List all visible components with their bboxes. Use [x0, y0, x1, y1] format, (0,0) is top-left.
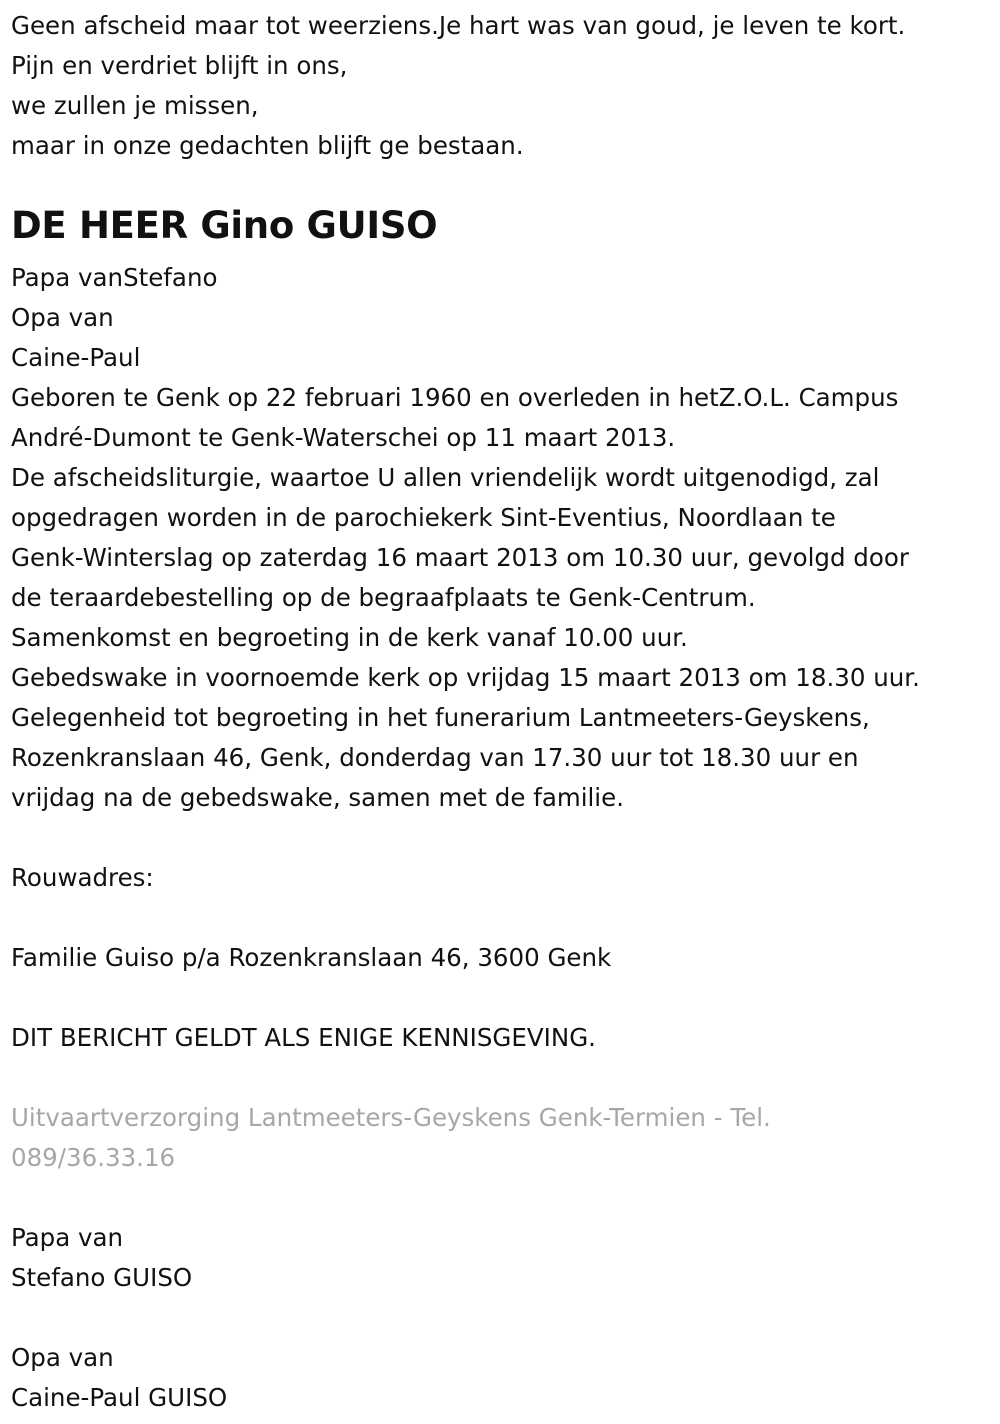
body-line: opgedragen worden in de parochiekerk Sint-Eventius, Noordlaan te: [11, 503, 836, 532]
memorial-verse: [11, 6, 991, 166]
relation-block: [11, 1338, 991, 1418]
body-line: Papa vanStefano: [11, 263, 218, 292]
mourning-address: Familie Guiso p/a Rozenkranslaan 46, 3600 Genk: [11, 943, 612, 972]
verse-line: maar in onze gedachten blijft ge bestaan.: [11, 131, 524, 160]
relation-block: [11, 1218, 991, 1298]
body-line: Gebedswake in voornoemde kerk op vrijdag 15 maart 2013 om 18.30 uur.: [11, 663, 920, 692]
spacer: [11, 978, 991, 1018]
deceased-name-heading: DE HEER Gino GUISO: [11, 204, 438, 247]
relation-label: Opa van: [11, 1343, 114, 1372]
verse-line: Pijn en verdriet blijft in ons,: [11, 51, 348, 80]
body-line: De afscheidsliturgie, waartoe U allen vriendelijk wordt uitgenodigd, zal: [11, 463, 880, 492]
body-line: Samenkomst en begroeting in de kerk vanaf 10.00 uur.: [11, 623, 688, 652]
spacer: [11, 898, 991, 938]
body-line: vrijdag na de gebedswake, samen met de familie.: [11, 783, 624, 812]
body-line: Rozenkranslaan 46, Genk, donderdag van 17.30 uur tot 18.30 uur en: [11, 743, 859, 772]
relation-name: Stefano GUISO: [11, 1263, 193, 1292]
body-line: Geboren te Genk op 22 februari 1960 en overleden in hetZ.O.L. Campus: [11, 383, 899, 412]
notice-statement: DIT BERICHT GELDT ALS ENIGE KENNISGEVING.: [11, 1023, 596, 1052]
obituary-notice: [11, 6, 991, 1418]
spacer: [11, 818, 991, 858]
rouwadres-label: Rouwadres:: [11, 863, 154, 892]
body-line: Gelegenheid tot begroeting in het funerarium Lantmeeters-Geyskens,: [11, 703, 870, 732]
body-line: André-Dumont te Genk-Waterschei op 11 maart 2013.: [11, 423, 676, 452]
spacer: [11, 1178, 991, 1218]
body-line: Genk-Winterslag op zaterdag 16 maart 2013 om 10.30 uur, gevolgd door: [11, 543, 909, 572]
verse-line: Geen afscheid maar tot weerziens.Je hart was van goud, je leven te kort.: [11, 11, 906, 40]
undertaker-phone: 089/36.33.16: [11, 1143, 176, 1172]
relation-name: Caine-Paul GUISO: [11, 1383, 228, 1412]
verse-line: we zullen je missen,: [11, 91, 259, 120]
body-line: de teraardebestelling op de begraafplaats te Genk-Centrum.: [11, 583, 756, 612]
undertaker-line: Uitvaartverzorging Lantmeeters-Geyskens Genk-Termien - Tel.: [11, 1103, 771, 1132]
notice-body: [11, 258, 991, 818]
body-line: Opa van: [11, 303, 114, 332]
body-line: Caine-Paul: [11, 343, 141, 372]
undertaker-info: [11, 1098, 991, 1178]
relation-label: Papa van: [11, 1223, 124, 1252]
spacer: [11, 1298, 991, 1338]
spacer: [11, 1058, 991, 1098]
